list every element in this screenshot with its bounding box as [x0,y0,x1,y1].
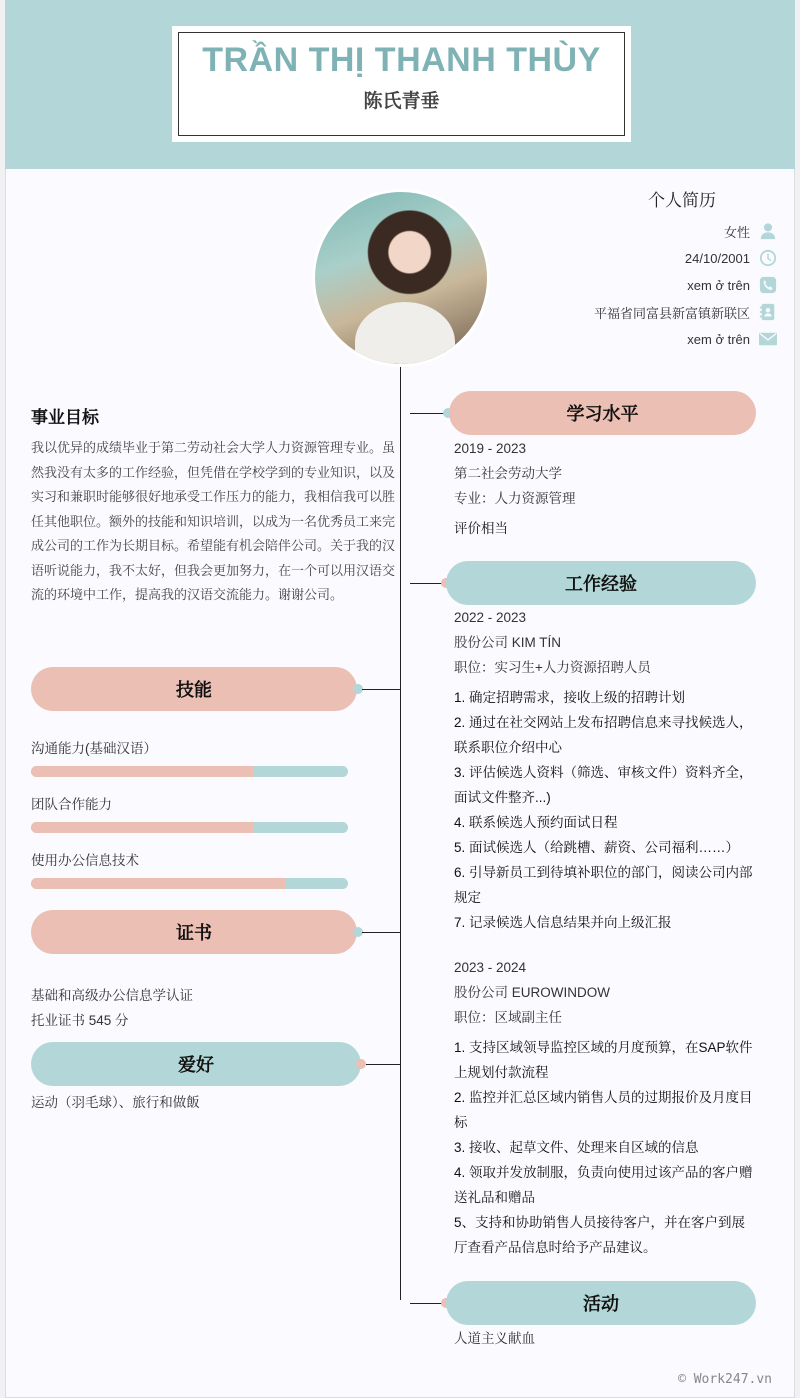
skill-level-fill [31,822,253,833]
profile-row [724,221,778,241]
name-box [172,26,631,142]
education-period: 2019 - 2023 [454,441,527,456]
skills-header: 技能 [31,667,357,711]
job-entry [454,955,754,1260]
skill-level-bar [31,822,348,833]
timeline-line [400,367,401,1300]
job-duty: 4. 联系候选人预约面试日程 [454,815,618,830]
job-duty: 1. 确定招聘需求，接收上级的招聘计划 [454,690,686,705]
experience-body [454,605,754,1260]
activities-header: 活动 [446,1281,756,1325]
skill-name: 沟通能力(基础汉语） [31,741,157,756]
skill-level-fill [31,766,253,777]
education-school: 第二社会劳动大学 [454,466,562,481]
profile-row [687,329,778,349]
profile-row-text: xem ở trên [687,331,750,347]
job-duty: 1. 支持区域领导监控区域的月度预算，在SAP软件上规划付款流程 [454,1040,753,1080]
skill-level-bar [31,766,348,777]
job-duty: 3. 评估候选人资料（筛选、审核文件）资料齐全，面试文件整齐...) [454,765,753,805]
job-position: 职位：区域副主任 [454,1010,562,1025]
certificate-item: 基础和高级办公信息学认证 [31,988,193,1003]
profile-row-text: 24/10/2001 [684,250,750,266]
job-duty: 2. 通过在社交网站上发布招聘信息来寻找候选人，联系职位介绍中心 [454,715,753,755]
objective-title: 事业目标 [31,408,99,428]
job-entry [454,605,754,935]
hobbies-dot [356,1059,366,1069]
job-period: 2022 - 2023 [454,610,527,625]
profile-title: 个人简历 [648,191,716,211]
job-duty: 7. 记录候选人信息结果并向上级汇报 [454,915,672,930]
job-duty: 6. 引导新员工到待填补职位的部门，阅读公司内部规定 [454,865,753,905]
profile-row-text: 女性 [723,224,750,240]
job-position: 职位：实习生+人力资源招聘人员 [454,660,651,675]
certificate-item: 托业证书 545 分 [31,1013,129,1028]
job-duty: 3. 接收、起草文件、处理来自区域的信息 [454,1140,699,1155]
job-duty: 2. 监控并汇总区域内销售人员的过期报价及月度目标 [454,1090,753,1130]
job-duty: 5、支持和协助销售人员接待客户，并在客户到展厅查看产品信息时给予产品建议。 [454,1215,746,1255]
hobbies-connector [366,1064,400,1065]
profile-row-text: 平福省同富县新富镇新联区 [593,305,750,321]
user-icon [758,221,778,241]
chinese-name: 陈氏青垂 [363,90,440,112]
education-major: 专业：人力资源管理 [454,491,576,506]
education-connector [410,413,446,414]
job-company: 股份公司 KIM TÍN [454,635,562,650]
footer-watermark: © Work247.vn [678,1372,772,1387]
job-duty: 5. 面试候选人（给跳槽、薪资、公司福利……） [454,840,740,855]
full-name: TRẦN THỊ THANH THÙY [202,41,601,79]
skills-connector [362,689,400,690]
education-header: 学习水平 [449,391,756,435]
hobbies-text: 运动（羽毛球）、旅行和做飯 [31,1095,200,1110]
objective-text: 我以优异的成绩毕业于第二劳动社会大学人力资源管理专业。虽然我没有太多的工作经验，但凭借在学校学到的专业知识，以及实习和兼职时能够很好地承受工作压力的能力，我相信我可以胜任其他职位。额外的技能和知识培训，以成为一名优秀员工来完成公司的工作为长期目标。希望能有机会陪伴公司。关于我的汉语听说能力，我不太好，但我会更加努力，在一个可以用汉语交流的环境中工作，提高我的汉语交流能力。谢谢公司。 [31,441,396,603]
skill-name: 团队合作能力 [31,797,112,812]
education-grade: 评价相当 [454,521,508,536]
phone-icon [758,275,778,295]
job-period: 2023 - 2024 [454,960,527,975]
address-book-icon [758,302,778,322]
profile-photo [312,189,490,367]
experience-header: 工作经验 [446,561,756,605]
certificates-connector [362,932,400,933]
certificates-header: 证书 [31,910,357,954]
activities-text: 人道主义献血 [454,1331,535,1346]
skill-level-bar [31,878,348,889]
education-body [454,436,754,541]
skill-level-fill [31,878,285,889]
profile-row-text: xem ở trên [687,277,750,293]
hobbies-header: 爱好 [31,1042,361,1086]
profile-row [594,302,778,322]
clock-icon [758,248,778,268]
job-duty: 4. 领取并发放制服，负责向使用过该产品的客户赠送礼品和赠品 [454,1165,753,1205]
envelope-icon [758,329,778,349]
job-company: 股份公司 EUROWINDOW [454,985,610,1000]
certificates-list [31,983,193,1033]
profile-row [687,275,778,295]
profile-row [685,248,778,268]
skill-name: 使用办公信息技术 [31,853,139,868]
